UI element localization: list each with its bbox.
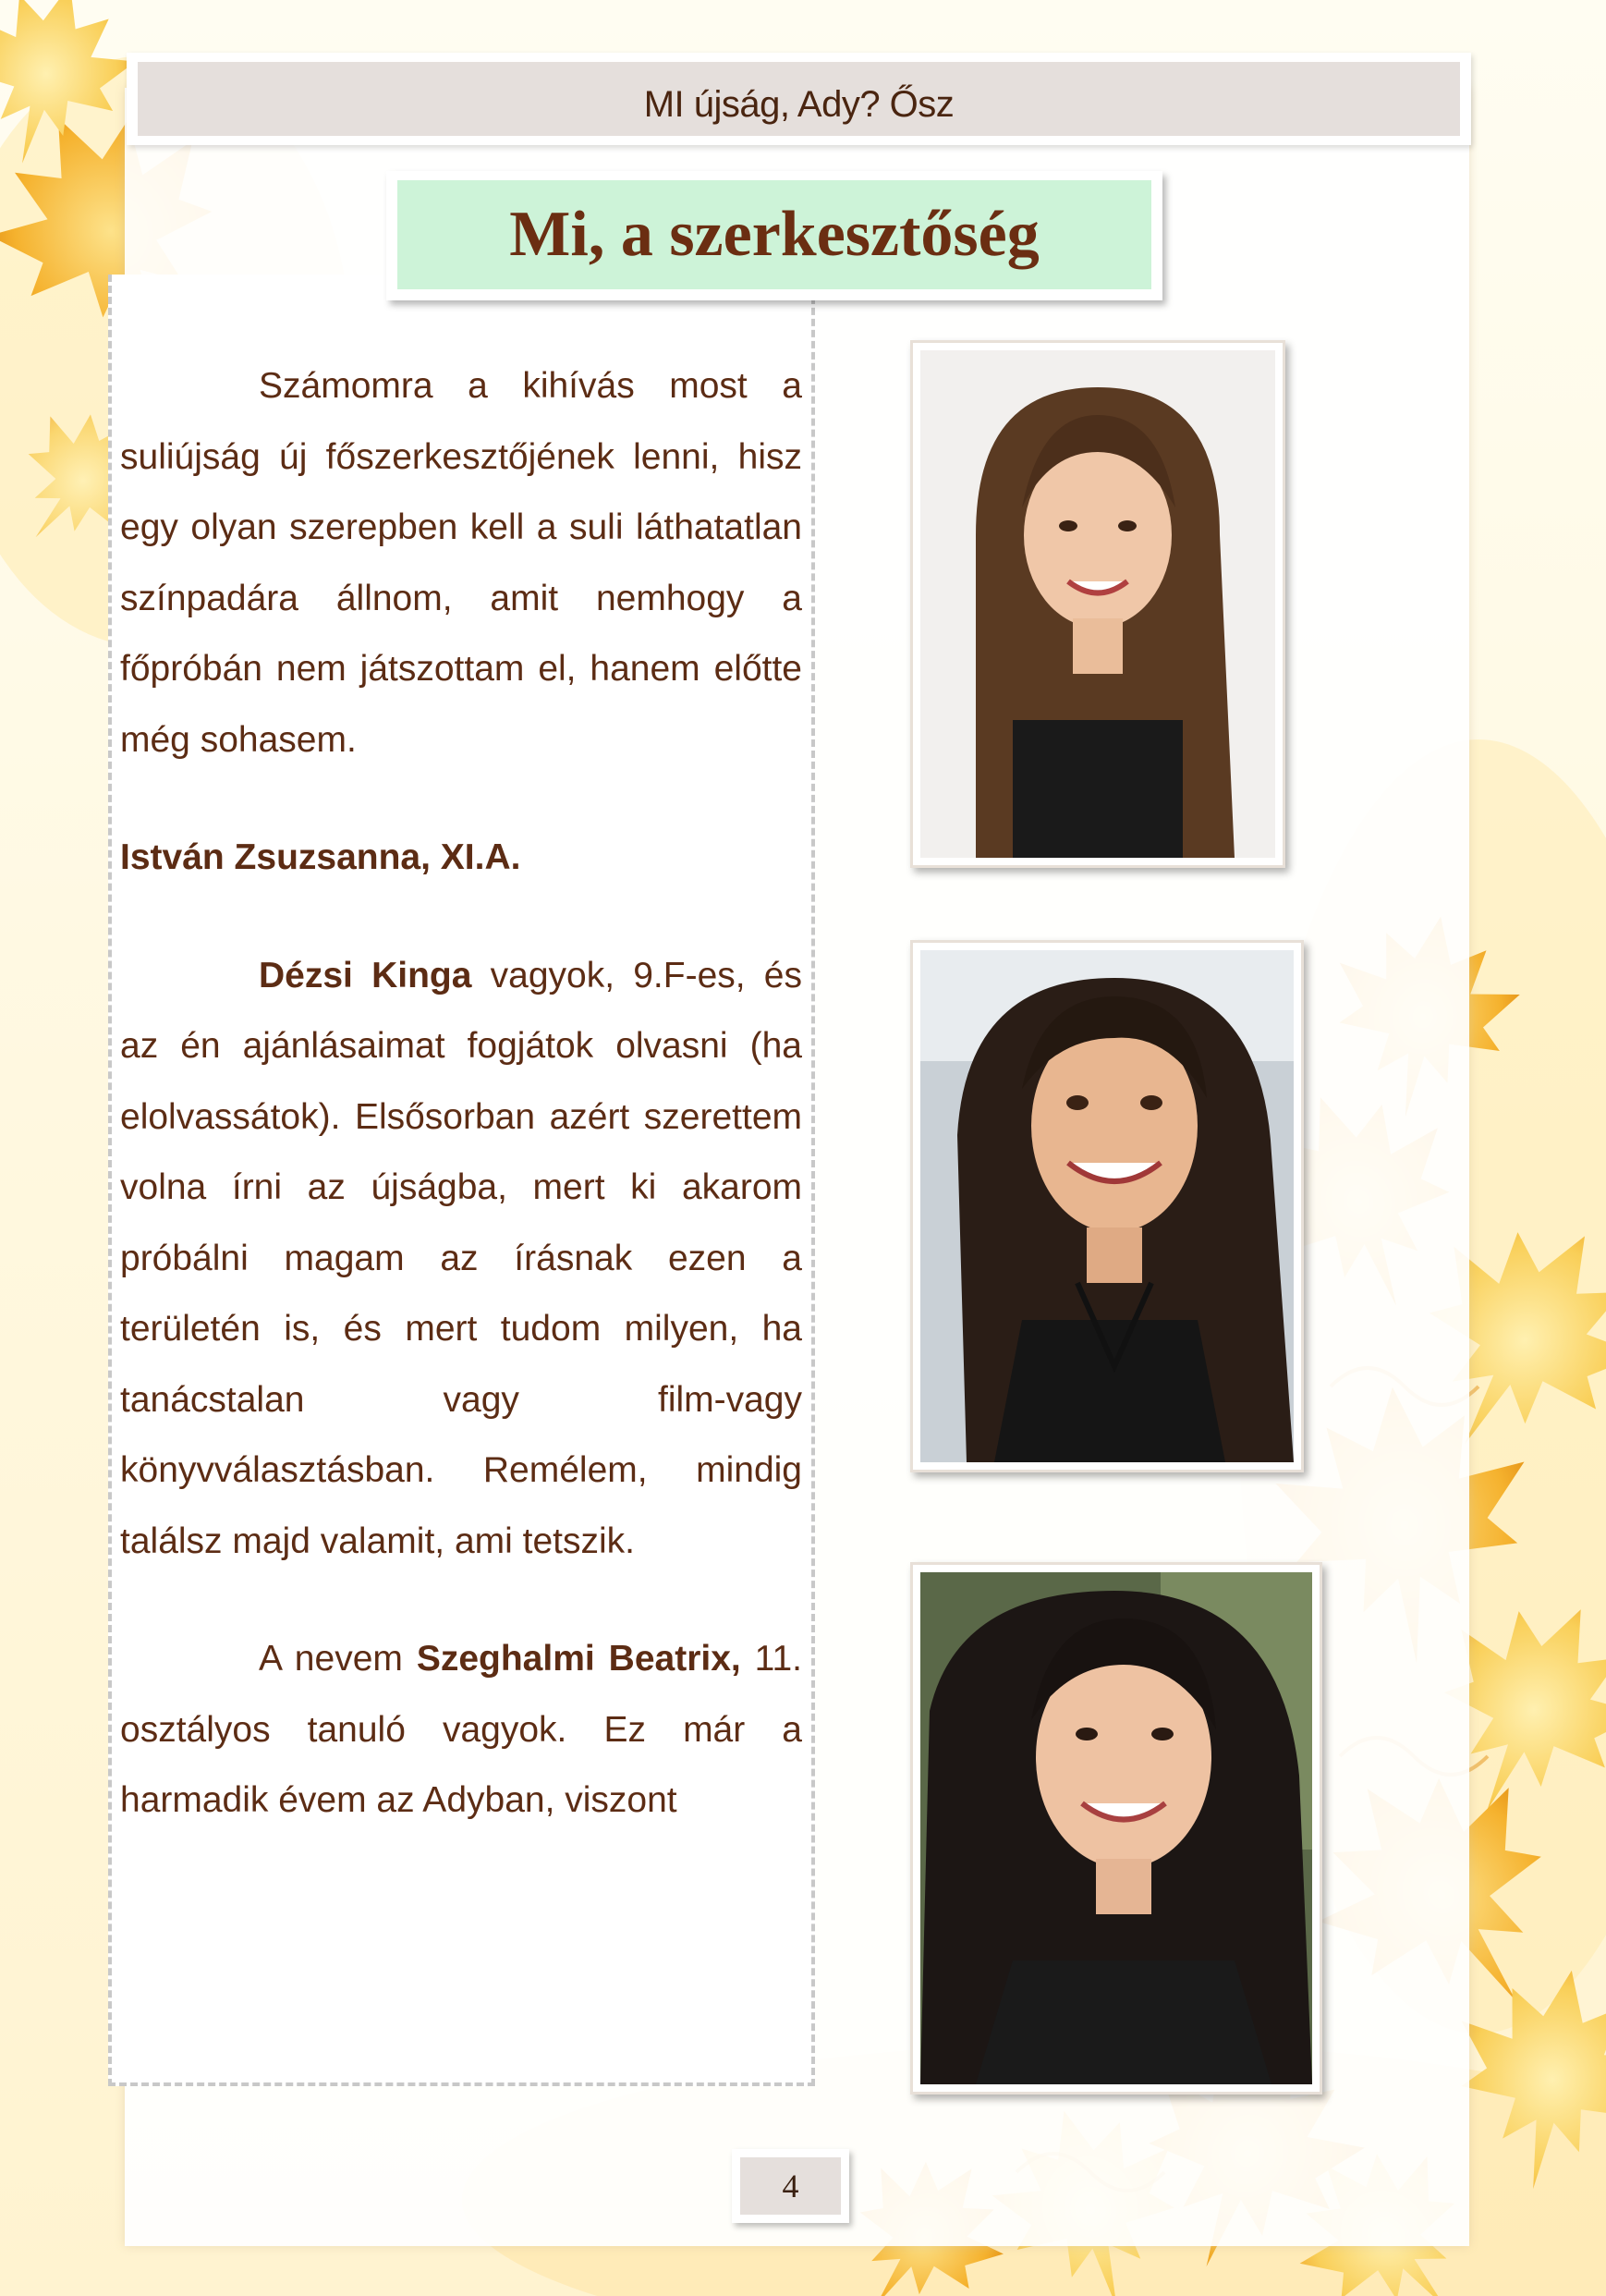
author-name-2: Dézsi Kinga bbox=[259, 955, 472, 995]
section-title-inner bbox=[397, 180, 1151, 289]
header-inner bbox=[138, 62, 1460, 136]
paragraph-3-lead: A nevem bbox=[259, 1639, 417, 1679]
page-number: 4 bbox=[782, 2168, 799, 2204]
portrait-image-1 bbox=[920, 350, 1275, 858]
paragraph-3-text: 11. osztályos tanuló vagyok. Ez már a harmadik évem az Adyban, viszont bbox=[120, 1639, 803, 1820]
page-number-box bbox=[732, 2149, 849, 2223]
article-text bbox=[120, 351, 802, 1837]
portrait-photo-2 bbox=[910, 940, 1304, 1472]
paragraph-1-text: Számomra a kihívás most a suliújság új főszerkesztőjének lenni, hisz egy olyan szerepben kell a suli láthatatlan színpadára állnom, amit nemhogy a főpróbán nem játszottam el, hanem előtte még sohasem. bbox=[120, 366, 802, 760]
portrait-image-3 bbox=[920, 1572, 1312, 2084]
author-name-3: Szeghalmi Beatrix, bbox=[416, 1639, 741, 1679]
paragraph-1 bbox=[120, 351, 802, 776]
magazine-title: MI újság, Ady? Ősz bbox=[643, 83, 955, 125]
portrait-image-2 bbox=[920, 950, 1294, 1462]
page-number-inner bbox=[740, 2157, 841, 2215]
portrait-photo-1 bbox=[910, 340, 1285, 868]
section-title-box bbox=[386, 171, 1162, 300]
paragraph-2 bbox=[120, 941, 802, 1578]
signature-1: István Zsuzsanna, XI.A. bbox=[120, 837, 521, 877]
header-bar bbox=[127, 53, 1471, 145]
section-title: Mi, a szerkesztőség bbox=[509, 199, 1040, 270]
paragraph-2-text: vagyok, 9.F-es, és az én ajánlásaimat fogjátok olvasni (ha elolvassátok). Elsősorban azért szerettem volna írni az újságba, mert ki akarom próbálni magam az írásnak ezen a területén is, és mert tudom milyen, ha tanácstalan vagy film-vagy könyvválasztásban. Remélem, mindig találsz majd valamit, ami tetszik. bbox=[120, 955, 802, 1561]
paragraph-3 bbox=[120, 1624, 802, 1837]
portrait-photo-3 bbox=[910, 1562, 1322, 2094]
